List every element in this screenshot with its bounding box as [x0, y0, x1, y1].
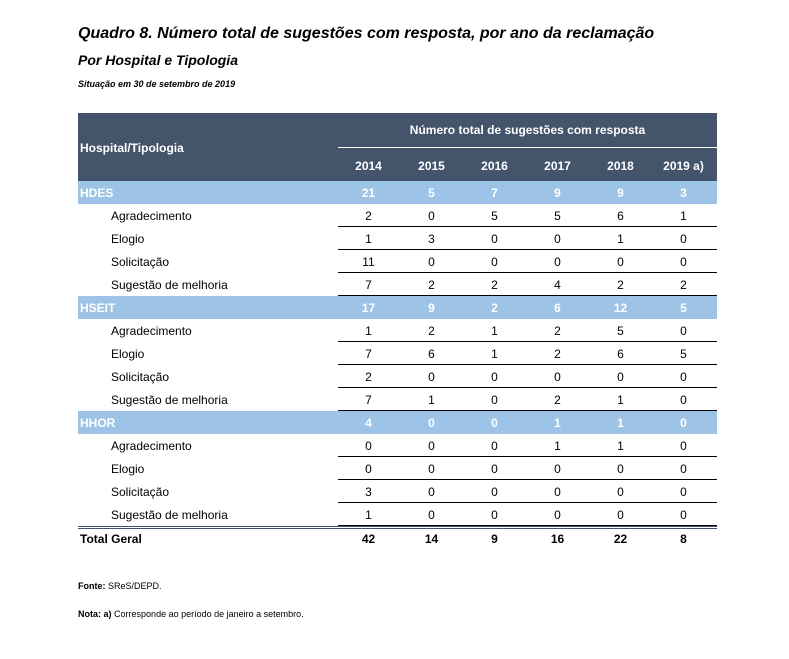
source-label: Fonte:: [78, 581, 106, 591]
value-cell: 4: [554, 278, 561, 292]
situation-date: Situação em 30 de setembro de 2019: [78, 79, 236, 89]
row-header-label: Hospital/Tipologia: [80, 141, 184, 155]
value-cell: 1: [491, 347, 498, 361]
value-cell: 0: [680, 324, 687, 338]
typology-label: Solicitação: [111, 485, 170, 499]
value-cell: 2: [617, 278, 624, 292]
year-header: 2016: [481, 159, 508, 173]
value-cell: 5: [617, 324, 624, 338]
hospital-total-cell: 17: [361, 301, 376, 315]
value-cell: 0: [554, 462, 561, 476]
typology-label: Elogio: [111, 347, 145, 361]
typology-label: Elogio: [111, 462, 145, 476]
table-row: [78, 388, 717, 411]
value-cell: 0: [680, 439, 687, 453]
value-cell: 1: [680, 209, 687, 223]
value-cell: 0: [617, 462, 624, 476]
footnote-text: Corresponde ao período de janeiro a setembro.: [114, 609, 304, 619]
hospital-total-cell: 9: [617, 186, 624, 200]
value-cell: 7: [365, 347, 372, 361]
footnote-label: Nota:: [78, 609, 101, 619]
source-text: SReS/DEPD.: [108, 581, 162, 591]
value-cell: 2: [554, 393, 561, 407]
value-cell: 3: [428, 232, 435, 246]
hospital-total-cell: 5: [680, 301, 687, 315]
table-row: [78, 273, 717, 296]
value-cell: 0: [491, 485, 498, 499]
value-cell: 3: [365, 485, 372, 499]
value-cell: 0: [554, 232, 561, 246]
typology-label: Agradecimento: [111, 324, 192, 338]
hospital-total-cell: 2: [491, 301, 498, 315]
year-header: 2019 a): [663, 159, 704, 173]
table-row: [78, 342, 717, 365]
value-cell: 0: [554, 485, 561, 499]
table-row: [78, 434, 717, 457]
value-cell: 1: [554, 439, 561, 453]
hospital-total-cell: 9: [428, 301, 435, 315]
value-cell: 0: [680, 370, 687, 384]
value-cell: 0: [428, 485, 435, 499]
value-cell: 0: [365, 439, 372, 453]
hospital-total-cell: 9: [554, 186, 561, 200]
table-header: [78, 113, 717, 181]
year-header: 2015: [418, 159, 445, 173]
value-cell: 0: [680, 232, 687, 246]
value-cell: 0: [680, 462, 687, 476]
typology-label: Agradecimento: [111, 439, 192, 453]
value-cell: 0: [554, 508, 561, 522]
value-cell: 0: [428, 209, 435, 223]
table-body: [78, 181, 717, 526]
value-cell: 5: [491, 209, 498, 223]
value-cell: 1: [428, 393, 435, 407]
value-cell: 1: [617, 232, 624, 246]
footnote-marker: a): [103, 609, 112, 619]
data-table: [78, 113, 717, 549]
value-cell: 0: [491, 439, 498, 453]
total-value-cell: 14: [424, 532, 439, 546]
footnote: [78, 609, 304, 619]
source-note: [78, 581, 162, 591]
value-cell: 1: [365, 324, 372, 338]
year-header: 2017: [544, 159, 571, 173]
total-value-cell: 8: [680, 532, 687, 546]
value-cell: 1: [365, 508, 372, 522]
hospital-total-cell: 7: [491, 186, 498, 200]
value-cell: 0: [617, 370, 624, 384]
hospital-total-cell: 0: [428, 416, 435, 430]
total-value-cell: 22: [613, 532, 628, 546]
value-cell: 0: [428, 370, 435, 384]
value-cell: 2: [554, 347, 561, 361]
value-cell: 7: [365, 393, 372, 407]
year-header: 2014: [355, 159, 382, 173]
typology-label: Sugestão de melhoria: [111, 508, 228, 522]
value-cell: 0: [554, 255, 561, 269]
value-cell: 7: [365, 278, 372, 292]
value-cell: 0: [491, 508, 498, 522]
table-row: [78, 319, 717, 342]
value-cell: 2: [365, 209, 372, 223]
year-header: 2018: [607, 159, 634, 173]
hospital-total-cell: 0: [491, 416, 498, 430]
value-cell: 0: [491, 232, 498, 246]
total-value-cell: 42: [361, 532, 376, 546]
hospital-total-cell: 3: [680, 186, 687, 200]
total-value-cell: 9: [491, 532, 498, 546]
value-cell: 0: [680, 508, 687, 522]
table-row: [78, 204, 717, 227]
value-cell: 1: [617, 439, 624, 453]
value-cell: 0: [491, 393, 498, 407]
typology-label: Sugestão de melhoria: [111, 393, 228, 407]
table-subtitle: Por Hospital e Tipologia: [78, 52, 238, 68]
table-row: [78, 227, 717, 250]
typology-label: Solicitação: [111, 370, 170, 384]
value-cell: 0: [428, 255, 435, 269]
hospital-row: [78, 411, 717, 434]
value-cell: 2: [554, 324, 561, 338]
hospital-total-cell: 4: [365, 416, 372, 430]
value-cell: 0: [680, 485, 687, 499]
hospital-name: HSEIT: [80, 301, 116, 315]
value-cell: 0: [491, 462, 498, 476]
value-cell: 6: [617, 209, 624, 223]
value-cell: 1: [617, 393, 624, 407]
hospital-total-cell: 21: [361, 186, 376, 200]
typology-label: Agradecimento: [111, 209, 192, 223]
table-row: [78, 457, 717, 480]
table-row: [78, 365, 717, 388]
value-cell: 0: [554, 370, 561, 384]
value-cell: 6: [428, 347, 435, 361]
value-cell: 0: [428, 439, 435, 453]
value-cell: 0: [617, 508, 624, 522]
value-cell: 1: [491, 324, 498, 338]
hospital-total-cell: 12: [613, 301, 628, 315]
value-cell: 0: [491, 255, 498, 269]
table-row: [78, 503, 717, 526]
typology-label: Solicitação: [111, 255, 170, 269]
table-title: Quadro 8. Número total de sugestões com resposta, por ano da reclamação: [78, 25, 655, 42]
hospital-row: [78, 296, 717, 319]
total-value-cell: 16: [550, 532, 565, 546]
hospital-name: HDES: [80, 186, 114, 200]
value-cell: 6: [617, 347, 624, 361]
hospital-total-cell: 6: [554, 301, 561, 315]
hospital-total-cell: 1: [554, 416, 561, 430]
value-cell: 0: [428, 508, 435, 522]
group-header-label: Número total de sugestões com resposta: [409, 123, 646, 137]
table-row: [78, 480, 717, 503]
hospital-total-cell: 0: [680, 416, 687, 430]
value-cell: 0: [365, 462, 372, 476]
header-divider: [338, 147, 717, 148]
total-label: Total Geral: [80, 532, 142, 546]
value-cell: 1: [365, 232, 372, 246]
value-cell: 11: [362, 255, 375, 269]
hospital-total-cell: 1: [617, 416, 624, 430]
value-cell: 5: [680, 347, 687, 361]
value-cell: 5: [554, 209, 561, 223]
value-cell: 2: [365, 370, 372, 384]
typology-label: Sugestão de melhoria: [111, 278, 228, 292]
value-cell: 2: [491, 278, 498, 292]
value-cell: 0: [617, 485, 624, 499]
hospital-total-cell: 5: [428, 186, 435, 200]
value-cell: 0: [680, 393, 687, 407]
value-cell: 0: [617, 255, 624, 269]
table-row: [78, 250, 717, 273]
typology-label: Elogio: [111, 232, 145, 246]
value-cell: 0: [428, 462, 435, 476]
value-cell: 0: [491, 370, 498, 384]
value-cell: 2: [428, 324, 435, 338]
value-cell: 0: [680, 255, 687, 269]
hospital-name: HHOR: [80, 416, 116, 430]
value-cell: 2: [680, 278, 687, 292]
total-row: [78, 526, 717, 549]
value-cell: 2: [428, 278, 435, 292]
hospital-row: [78, 181, 717, 204]
